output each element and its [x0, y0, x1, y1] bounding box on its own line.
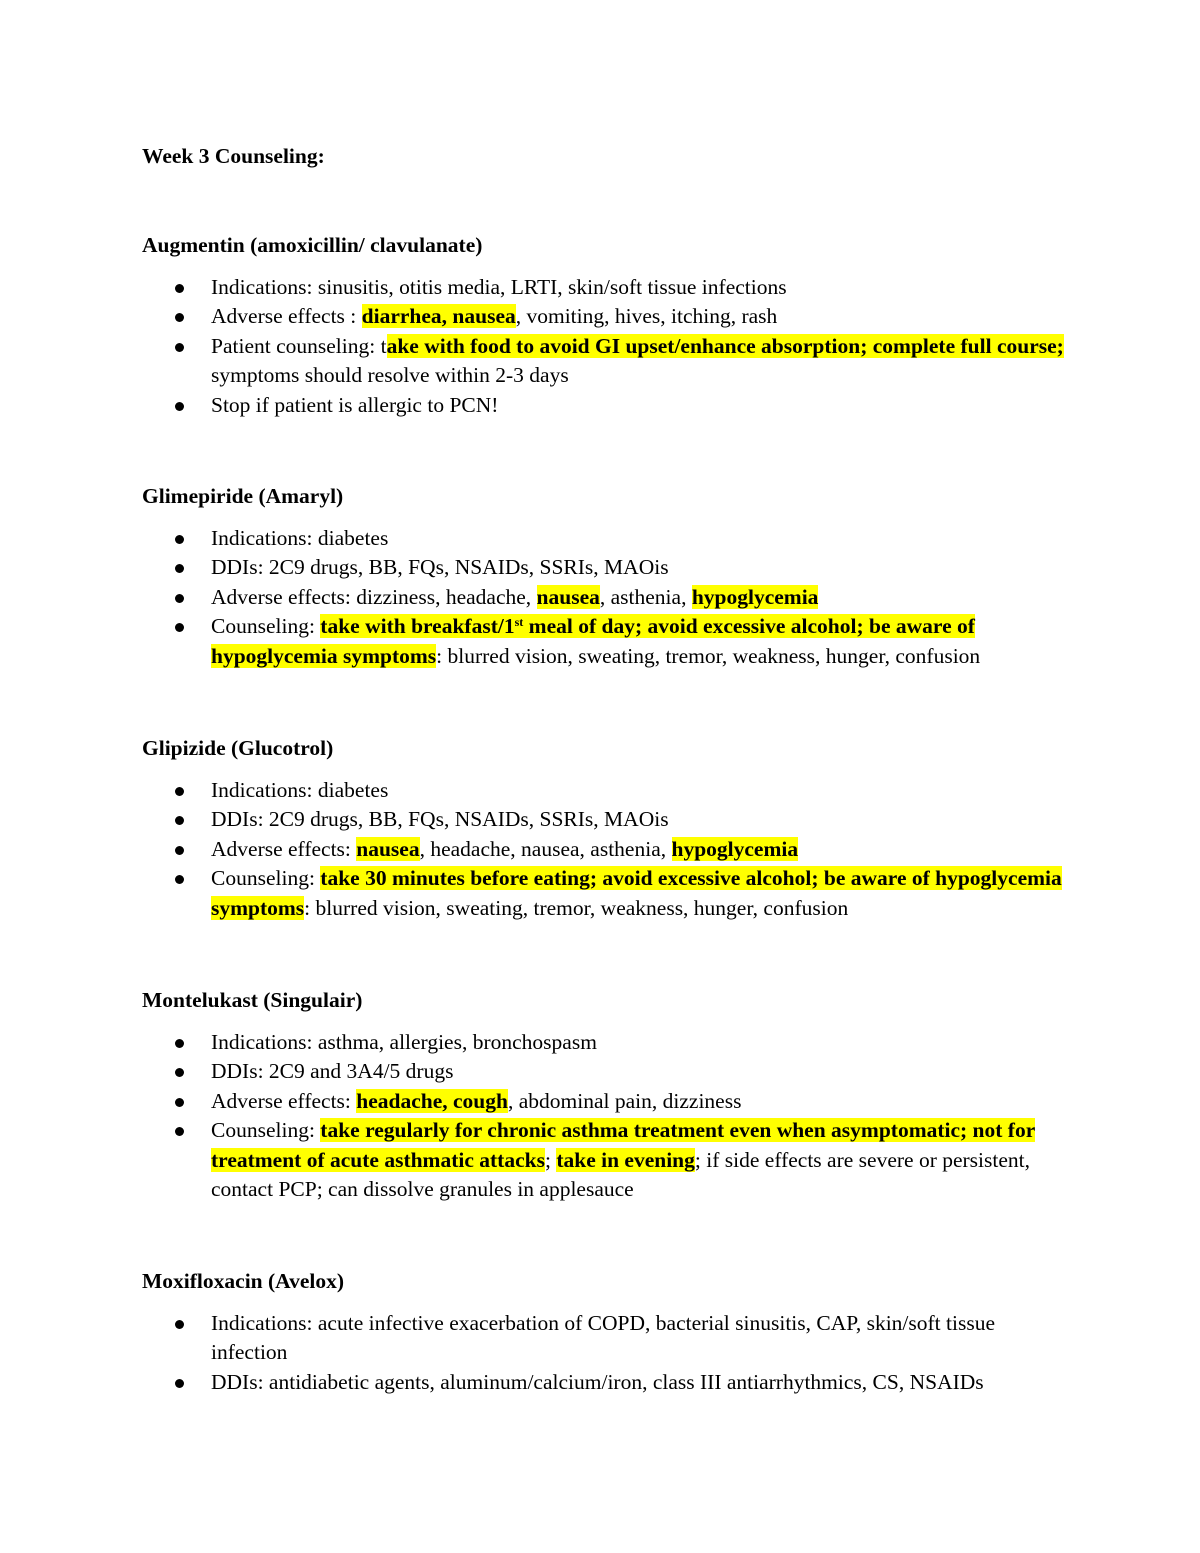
list-item — [142, 1087, 1072, 1117]
list-item — [142, 332, 1072, 391]
list-item — [142, 1028, 1072, 1058]
list-item — [142, 524, 1072, 554]
section-montelukast — [142, 986, 1072, 1205]
list-item — [142, 273, 1072, 303]
list-item — [142, 391, 1072, 421]
list-item — [142, 864, 1072, 923]
highlighted-text: diarrhea, nausea — [361, 304, 516, 328]
highlighted-text: nausea — [356, 836, 420, 861]
item-text: , headache, nausea, asthenia, — [419, 836, 672, 861]
item-text: Counseling: — [211, 614, 321, 638]
bullet-list — [142, 524, 1072, 672]
item-text: , asthenia, — [599, 584, 692, 609]
drug-heading: Glipizide (Glucotrol) — [142, 736, 334, 760]
drug-heading: Augmentin (amoxicillin/ clavulanate) — [142, 233, 483, 257]
item-text: Counseling: — [211, 1118, 321, 1142]
list-item — [142, 612, 1072, 671]
item-text: Adverse effects: — [211, 1088, 357, 1113]
highlighted-text: hypoglycemia — [671, 836, 799, 861]
item-text: ; if side effects are severe or persistent, contact PCP; can dissolve granules in applesauce — [211, 1147, 1031, 1201]
item-text: Indications: acute infective exacerbation of COPD, bacterial sinusitis, CAP, skin/soft tissue infection — [211, 1310, 995, 1364]
item-text: Adverse effects : — [211, 304, 362, 328]
list-item — [142, 1116, 1072, 1205]
bullet-list — [142, 273, 1072, 421]
list-item — [142, 1309, 1072, 1368]
bullet-list — [142, 1309, 1072, 1398]
item-text: Adverse effects: — [211, 836, 357, 861]
item-text: : blurred vision, sweating, tremor, weakness, hunger, confusion — [304, 895, 849, 920]
highlighted-text-part: meal of day; avoid excessive alcohol; be aware of hypoglycemia symptoms — [211, 614, 975, 668]
item-text: Counseling: — [211, 866, 321, 890]
bullet-list — [142, 776, 1072, 924]
item-text: Indications: diabetes — [211, 777, 389, 802]
item-text: Patient counseling: t — [211, 333, 387, 358]
list-item — [142, 1368, 1072, 1398]
item-text: Adverse effects: dizziness, headache, — [211, 584, 537, 609]
superscript: st — [514, 615, 524, 629]
bullet-list — [142, 1028, 1072, 1205]
highlighted-text: hypoglycemia — [691, 584, 819, 609]
drug-heading: Glimepiride (Amaryl) — [142, 484, 344, 508]
section-augmentin — [142, 231, 1072, 420]
item-text: , vomiting, hives, itching, rash — [515, 304, 778, 328]
item-text: : blurred vision, sweating, tremor, weakness, hunger, confusion — [436, 643, 981, 668]
highlighted-text: nausea — [536, 584, 600, 609]
list-item — [142, 1057, 1072, 1087]
item-text: Indications: diabetes — [211, 525, 389, 550]
section-moxifloxacin — [142, 1267, 1072, 1397]
highlighted-text: headache, cough — [356, 1088, 508, 1113]
list-item — [142, 553, 1072, 583]
highlighted-text: take regularly for chronic asthma treatment even when asymptomatic; not for treatment of acute asthmatic attacks — [211, 1118, 1036, 1172]
list-item — [142, 776, 1072, 806]
list-item — [142, 805, 1072, 835]
item-text: Indications: asthma, allergies, bronchospasm — [211, 1029, 597, 1054]
highlighted-text-part: take with breakfast/1 — [320, 614, 515, 638]
list-item — [142, 302, 1072, 332]
section-glimepiride — [142, 482, 1072, 671]
item-text: , abdominal pain, dizziness — [507, 1088, 742, 1113]
item-text: DDIs: 2C9 drugs, BB, FQs, NSAIDs, SSRIs, MAOis — [211, 807, 669, 831]
item-text: DDIs: 2C9 and 3A4/5 drugs — [211, 1059, 454, 1083]
highlighted-text: take 30 minutes before eating; avoid excessive alcohol; be aware of hypoglycemia symptoms — [211, 866, 1062, 920]
section-glipizide — [142, 734, 1072, 923]
item-text: Stop if patient is allergic to PCN! — [211, 392, 499, 417]
item-text: DDIs: antidiabetic agents, aluminum/calcium/iron, class III antiarrhythmics, CS, NSAIDs — [211, 1369, 984, 1394]
list-item — [142, 835, 1072, 865]
item-text: symptoms should resolve within 2-3 days — [211, 363, 569, 387]
drug-heading: Montelukast (Singulair) — [142, 988, 363, 1012]
drug-heading: Moxifloxacin (Avelox) — [142, 1269, 345, 1293]
item-text: ; — [544, 1147, 557, 1172]
list-item — [142, 583, 1072, 613]
highlighted-text: ake with food to avoid GI upset/enhance absorption; complete full course; — [386, 333, 1064, 358]
page-title: Week 3 Counseling: — [142, 144, 325, 168]
item-text: Indications: sinusitis, otitis media, LRTI, skin/soft tissue infections — [211, 274, 787, 299]
highlighted-text: take in evening — [556, 1147, 695, 1172]
item-text: DDIs: 2C9 drugs, BB, FQs, NSAIDs, SSRIs, MAOis — [211, 555, 669, 579]
